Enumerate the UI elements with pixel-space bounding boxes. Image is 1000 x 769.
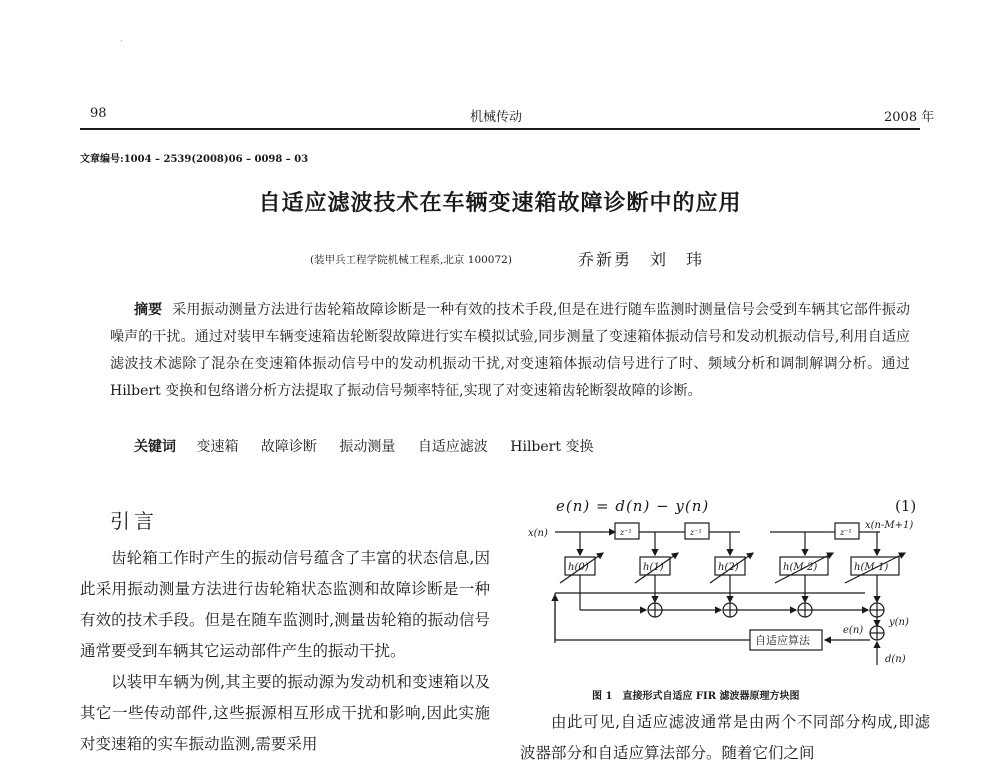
equation-number: (1) <box>895 497 917 515</box>
journal-name: 机械传动 <box>470 110 523 125</box>
figure-caption: 图 1 直接形式自适应 FIR 滤波器原理方块图 <box>592 691 800 702</box>
fig-tap-label: h(1) <box>643 562 664 573</box>
article-number: 文章编号:1004 – 2539(2008)06 – 0098 – 03 <box>80 154 309 165</box>
paragraph: 齿轮箱工作时产生的振动信号蕴含了丰富的状态信息,因此采用振动测量方法进行齿轮箱状态监测和故障诊断是一种有效的技术手段。但是在随车监测时,测量齿轮箱的振动信号通常要受到车辆其它运动部件产生的振动干扰。 <box>80 549 490 660</box>
section-heading-intro: 引言 <box>110 509 158 533</box>
fig-y-label: y(n) <box>889 617 909 628</box>
fig-tap-label: h(0) <box>568 562 589 573</box>
fir-filter-diagram <box>525 515 935 685</box>
header-rule <box>80 128 920 130</box>
fig-algorithm-label: 自适应算法 <box>755 634 810 647</box>
keyword: 故障诊断 <box>260 439 317 455</box>
abstract-label: 摘要 <box>134 302 163 318</box>
keywords <box>110 436 611 456</box>
fig-tap-label: h(2) <box>718 562 739 573</box>
keyword: 变速箱 <box>196 439 239 455</box>
authors: 乔新勇 刘 玮 <box>578 250 705 269</box>
paragraph: 以装甲车辆为例,其主要的振动源为发动机和变速箱以及其它一些传动部件,这些振源相互形成干扰和影响,因此实施对变速箱的实车振动监测,需要采用 <box>80 673 490 753</box>
affiliation: (装甲兵工程学院机械工程系,北京 100072) <box>310 254 512 266</box>
page-number: 98 <box>90 106 107 121</box>
paper-title: 自适应滤波技术在车辆变速箱故障诊断中的应用 <box>258 191 742 216</box>
paragraph: 由此可见,自适应滤波通常是由两个不同部分构成,即滤波器部分和自适应算法部分。随着它们之间 <box>520 713 930 762</box>
journal-year: 2008 年 <box>884 110 935 125</box>
keyword: 振动测量 <box>339 439 396 455</box>
keyword: 自适应滤波 <box>417 439 488 455</box>
equation-1: e(n) = d(n) − y(n) <box>556 497 710 515</box>
scan-mark: · <box>120 37 123 46</box>
fig-input-label: x(n) <box>528 528 548 539</box>
left-column <box>80 543 490 760</box>
fig-delay-label: z⁻¹ <box>690 528 702 537</box>
fig-delay-label: z⁻¹ <box>620 528 632 537</box>
fig-d-label: d(n) <box>885 654 906 665</box>
fig-delay-label: z⁻¹ <box>840 528 852 537</box>
keywords-label: 关键词 <box>134 439 176 455</box>
abstract-text: 采用振动测量方法进行齿轮箱故障诊断是一种有效的技术手段,但是在进行随车监测时测量信号会受到车辆其它部件振动噪声的干扰。通过对装甲车辆变速箱齿轮断裂故障进行实车模拟试验,同步测量了变速箱体振动信号和发动机振动信号,利用自适应滤波技术滤除了混杂在变速箱体振动信号中的发动机振动干扰,对变速箱体振动信号进行了时、频域分析和调制解调分析。通过 Hilbert 变换和包络谱分析方法提取了振动信号频率特征,实现了对变速箱齿轮断裂故障的诊断。 <box>110 302 911 399</box>
fig-output-tap-label: x(n-M+1) <box>865 520 914 531</box>
fig-tap-label: h(M-2) <box>783 562 818 573</box>
fig-e-label: e(n) <box>843 625 864 636</box>
abstract <box>110 297 910 405</box>
keyword: Hilbert 变换 <box>510 439 594 455</box>
fig-tap-label: h(M-1) <box>854 562 889 573</box>
